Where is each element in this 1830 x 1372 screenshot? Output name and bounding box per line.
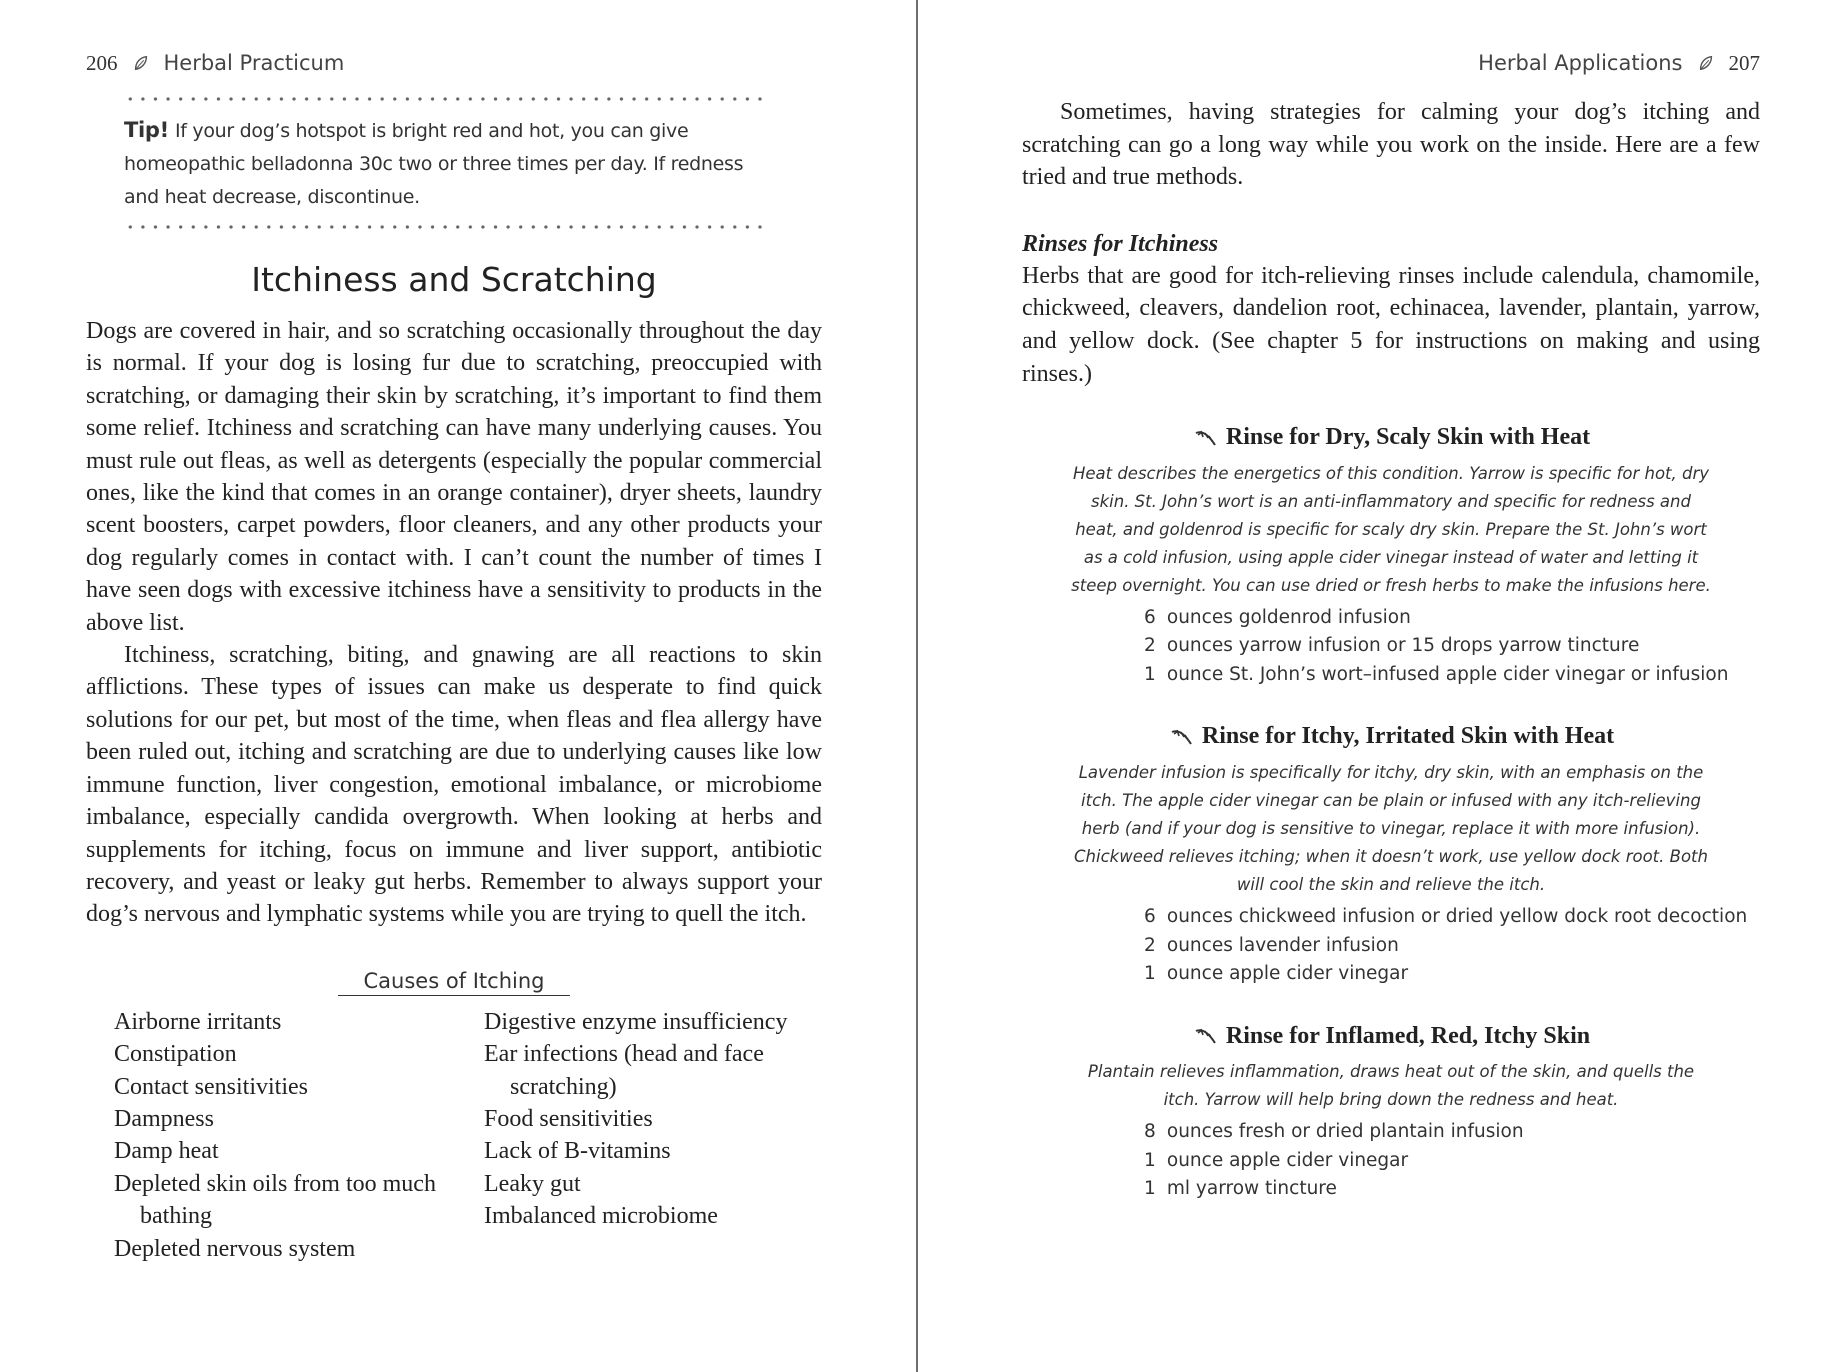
cause-item: Dampness (114, 1105, 214, 1132)
left-running-head (86, 48, 822, 78)
recipe-title: Rinse for Dry, Scaly Skin with Heat (1225, 424, 1591, 451)
causes-column-1 (114, 1006, 484, 1265)
rinses-paragraph: Herbs that are good for itch-relieving rinses include calendula, chamomile, chickweed, cleavers, dandelion root, echinacea, lavender, plantain, yarrow, and yellow dock. (See chapter 5 for instructions on making and using rinses.) (1022, 262, 1760, 387)
ingredient-qty: 1 (1144, 1178, 1156, 1200)
cause-item: Lack of B-vitamins (484, 1138, 671, 1165)
running-title: Herbal Applications (1478, 51, 1683, 75)
ingredient-qty: 1 (1144, 1149, 1156, 1171)
ingredient-item (1144, 1118, 1760, 1147)
tip-text: If your dog’s hotspot is bright red and hot, you can give homeopathic belladonna 30c two or three times per day. If redness and heat decrease, discontinue. (124, 120, 744, 208)
ingredient-text: ounces lavender infusion (1166, 934, 1399, 956)
ingredient-list (1144, 604, 1760, 690)
cause-item: Damp heat (114, 1138, 219, 1165)
page-number: 206 (86, 50, 118, 75)
ingredient-qty: 2 (1144, 635, 1156, 657)
ingredient-item (1144, 932, 1760, 961)
sprig-icon (1192, 427, 1220, 449)
recipe-itchy-irritated (1022, 723, 1760, 988)
cause-item: Imbalanced microbiome (484, 1203, 718, 1230)
body-paragraph-2: Itchiness, scratching, biting, and gnawing are all reactions to skin afflictions. These types of issues can make us desperate to find quick solutions for our pet, but most of the time, when fleas and flea allergy have been ruled out, itching and scratching are due to underlying causes like low immune function, liver congestion, emotional imbalance, or microbiome imbalance, especially candida overgrowth. When looking at herbs and supplements for itching, focus on immune and liver support, antibiotic recovery, and yeast or leaky gut herbs. Remember to always support your dog’s nervous and lymphatic systems while you are trying to quell the itch. (86, 642, 822, 928)
page-gutter (916, 0, 918, 1372)
causes-table-title: Causes of Itching (338, 969, 570, 996)
ingredient-qty: 1 (1144, 963, 1156, 985)
intro-paragraph: Sometimes, having strategies for calming your dog’s itching and scratching can go a long way while you work on the inside. Here are a few tried and true methods. (1022, 99, 1760, 191)
body-paragraph-1: Dogs are covered in hair, and so scratching occasionally throughout the day is normal. If your dog is losing fur due to scratching, preoccupied with scratching, or damaging their skin by scratching, it’s important to find them some relief. Itchiness and scratching can have many underlying causes. You must rule out fleas, as well as detergents (especially the popular commercial ones, like the kind that comes in an orange container), dryer sheets, laundry scent boosters, carpet powders, floor cleaners, and any other products your dog regularly comes in contact with. I can’t count the number of times I have seen dogs with excessive itchiness have a sensitivity to products in the above list. (86, 318, 822, 636)
tip-label: Tip! (124, 118, 169, 142)
right-running-head (1022, 48, 1760, 78)
tip-text-block (124, 102, 766, 224)
recipe-title: Rinse for Inflamed, Red, Itchy Skin (1225, 1022, 1591, 1049)
ingredient-text: ounces fresh or dried plantain infusion (1166, 1121, 1524, 1143)
page-number: 207 (1728, 50, 1760, 75)
recipe-description: Heat describes the energetics of this condition. Yarrow is specific for hot, dry skin. St. John’s wort is an anti-inflammatory and specific for redness and heat, and goldenrod is specific for scaly dry skin. Prepare the St. John’s wort as a cold infusion, using apple cider vinegar instead of water and letting it steep overnight. You can use dried or fresh herbs to make the infusions here. (1071, 463, 1711, 595)
ingredient-item (1144, 632, 1760, 661)
right-page (920, 0, 1830, 1372)
ingredient-text: ounces goldenrod infusion (1166, 606, 1411, 628)
recipe-title-row (1168, 723, 1614, 750)
causes-column-2 (484, 1006, 814, 1265)
ingredient-item (1144, 960, 1760, 989)
ingredient-text: ounces chickweed infusion or dried yellow dock root decoction (1166, 905, 1748, 927)
cause-item: Depleted nervous system (114, 1235, 356, 1262)
recipe-title-row (1192, 424, 1590, 451)
recipe-description: Lavender infusion is specifically for itchy, dry skin, with an emphasis on the itch. The apple cider vinegar can be plain or infused with any itch-relieving herb (and if your dog is sensitive to vinegar, replace it with more infusion). Chickweed relieves itching; when it doesn’t work, use yellow dock root. Both will cool the skin and relieve the itch. (1074, 762, 1708, 894)
causes-list (114, 1006, 822, 1265)
cause-item: Depleted skin oils from too much bathing (114, 1170, 436, 1230)
ingredient-list (1144, 1118, 1760, 1204)
running-title: Herbal Practicum (163, 51, 345, 75)
ingredient-item (1144, 903, 1760, 932)
cause-item: Ear infections (head and face scratching) (484, 1041, 764, 1100)
recipe-description: Plantain relieves inflammation, draws heat out of the skin, and quells the itch. Yarrow will help bring down the redness and heat. (1087, 1062, 1695, 1110)
ingredient-qty: 8 (1144, 1121, 1156, 1143)
sprig-icon (1192, 1025, 1220, 1047)
ingredient-qty: 2 (1144, 934, 1156, 956)
cause-item: Food sensitivities (484, 1105, 653, 1132)
tip-box (124, 96, 766, 230)
cause-item: Airborne irritants (114, 1008, 282, 1035)
ingredient-qty: 1 (1144, 663, 1156, 685)
sprig-icon (1168, 726, 1196, 748)
dotted-rule-bottom (124, 224, 766, 230)
ingredient-item (1144, 604, 1760, 633)
ingredient-list (1144, 903, 1760, 989)
ingredient-text: ounce apple cider vinegar (1166, 1149, 1409, 1171)
ingredient-qty: 6 (1144, 606, 1156, 628)
ingredient-item (1144, 661, 1760, 690)
leaf-icon (1697, 54, 1715, 72)
subhead-rinses: Rinses for Itchiness (1022, 230, 1219, 257)
cause-item: Digestive enzyme insufficiency (484, 1008, 788, 1035)
ingredient-text: ounce St. John’s wort–infused apple cider vinegar or infusion (1166, 663, 1729, 685)
section-title: Itchiness and Scratching (251, 260, 657, 299)
cause-item: Leaky gut (484, 1170, 581, 1197)
recipe-title-row (1192, 1023, 1590, 1050)
recipe-dry-scaly (1022, 424, 1760, 689)
leaf-icon (132, 54, 150, 72)
ingredient-item (1144, 1147, 1760, 1176)
ingredient-text: ounce apple cider vinegar (1166, 963, 1409, 985)
ingredient-text: ml yarrow tincture (1166, 1178, 1337, 1200)
ingredient-qty: 6 (1144, 905, 1156, 927)
recipe-title: Rinse for Itchy, Irritated Skin with Heat (1201, 723, 1615, 750)
cause-item: Constipation (114, 1041, 237, 1068)
ingredient-text: ounces yarrow infusion or 15 drops yarrow tincture (1166, 635, 1640, 657)
ingredient-item (1144, 1175, 1760, 1204)
recipe-inflamed-red (1022, 1023, 1760, 1204)
cause-item: Contact sensitivities (114, 1073, 308, 1100)
